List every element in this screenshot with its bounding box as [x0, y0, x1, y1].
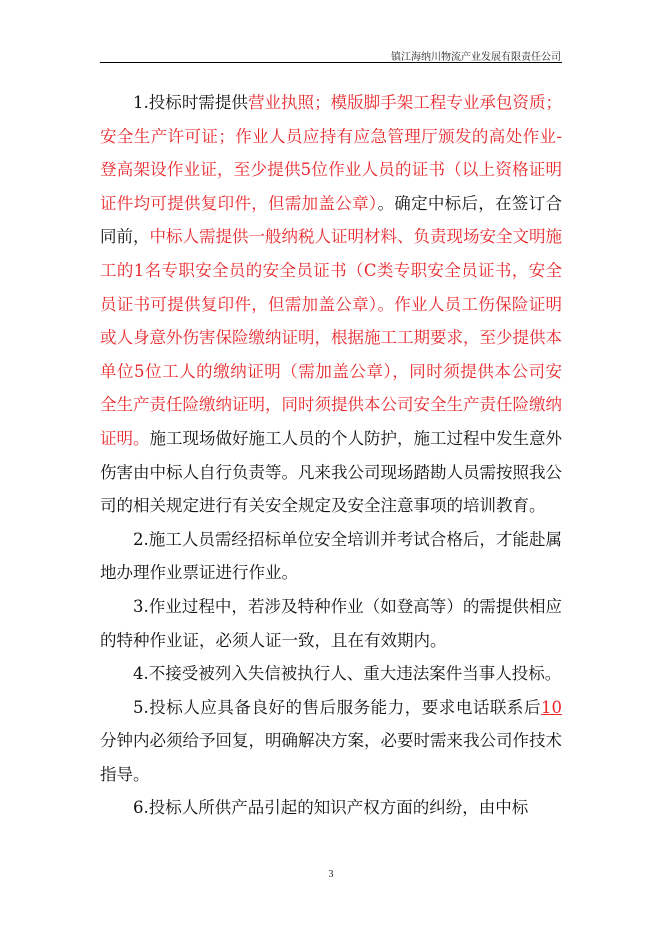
- header-company-name: 镇江海纳川物流产业发展有限责任公司: [391, 52, 561, 63]
- header-divider: [100, 62, 562, 63]
- p1-text-a: 1.投标时需提供: [133, 93, 248, 112]
- p1-text-c: 施工现场做好施工人员的个人防护，施工过程中发生意外伤害由中标人自行负责等。凡来我公司现场踏勘人员需按照我公司的相关规定进行有关安全规定及安全注意事项的培训教育。: [100, 428, 562, 516]
- p1-red-requirements: 营业执照；模版脚手架工程专业承包资质；安全生产许可证；作业人员应持有应急管理厅颁发的高处作业-登高架设作业证，至少提供5位作业人员的证书（以上资格证明证件均可提供复印件，但需加盖公章）: [100, 93, 562, 213]
- paragraph-4: 4.不接受被列入失信被执行人、重大违法案件当事人投标。: [133, 664, 562, 684]
- p1-text-b: 。确定中标后，在签订合同前，: [100, 193, 563, 247]
- p5-text-b: 分钟内必须给予回复，明确解决方案，必要时需来我公司作技术指导。: [100, 731, 562, 784]
- p5-response-minutes: 10: [541, 697, 562, 717]
- paragraph-3: 3.作业过程中，若涉及特种作业（如登高等）的需提供相应的特种作业证，必须人证一致，且在有效期内。: [100, 596, 562, 650]
- page-number: 3: [328, 869, 334, 880]
- paragraph-5: [100, 691, 562, 792]
- paragraph-2: 2.施工人员需经招标单位安全培训并考试合格后，才能赴属地办理作业票证进行作业。: [100, 529, 562, 583]
- p1-red-winner-requirements: 中标人需提供一般纳税人证明材料、负责现场安全文明施工的1名专职安全员的安全员证书（C类专职安全员证书，安全员证书可提供复印件，但需加盖公章）。作业人员工伤保险证明或人身意外伤害保险缴纳证明，根据施工工期要求，至少提供本单位5位工人的缴纳证明（需加盖公章），同时须提供本公司安全生产责任险缴纳证明，同时须提供本公司安全生产责任险缴纳证明。: [100, 227, 562, 448]
- paragraph-6: 6.投标人所供产品引起的知识产权方面的纠纷，由中标: [133, 798, 529, 818]
- document-body: [100, 86, 562, 825]
- paragraph-1: [100, 86, 562, 523]
- p5-text-a: 5.投标人应具备良好的售后服务能力，要求电话联系后: [133, 697, 541, 717]
